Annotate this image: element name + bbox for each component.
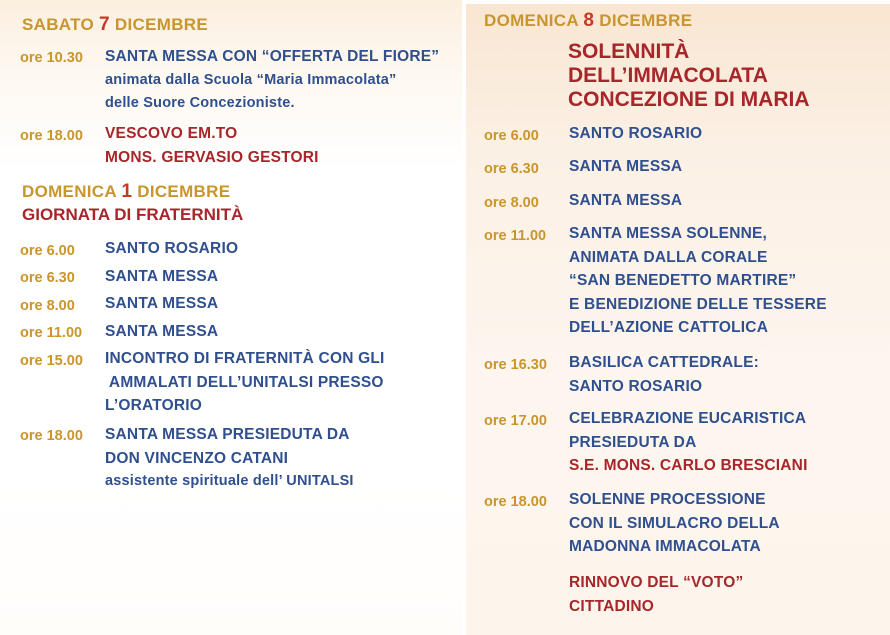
event-line: SANTA MESSA CON “OFFERTA DEL FIORE”	[105, 48, 440, 65]
event-description	[569, 407, 808, 478]
event-time: ore 15.00	[20, 353, 83, 369]
event-description: SANTA MESSA	[105, 268, 219, 285]
event-description: SANTO ROSARIO	[569, 125, 703, 142]
heading-text: DICEMBRE	[132, 182, 231, 201]
day-subtitle: GIORNATA DI FRATERNITÀ	[22, 205, 244, 224]
event-description: SANTA MESSA	[105, 295, 219, 312]
event-time: ore 18.00	[20, 128, 83, 144]
event-description	[569, 222, 827, 340]
domenica-8-heading	[484, 10, 692, 32]
event-time: ore 18.00	[484, 494, 547, 510]
heading-text: DICEMBRE	[594, 11, 693, 30]
event-line: CELEBRAZIONE EUCARISTICA	[569, 410, 807, 427]
solennita-line: CONCEZIONE DI MARIA	[568, 88, 810, 111]
domenica-1-heading	[22, 181, 230, 203]
event-line: L’ORATORIO	[105, 397, 203, 414]
event-time: ore 10.30	[20, 50, 83, 66]
event-time: ore 6.30	[484, 161, 539, 177]
event-line: BASILICA CATTEDRALE:	[569, 354, 759, 371]
event-line: MADONNA IMMACOLATA	[569, 538, 761, 555]
heading-text: SABATO	[22, 15, 100, 34]
event-description	[105, 122, 319, 169]
event-description: SANTO ROSARIO	[105, 240, 239, 257]
event-time: ore 8.00	[484, 195, 539, 211]
event-line: assistente spirituale dell’ UNITALSI	[105, 473, 354, 489]
event-line: “SAN BENEDETTO MARTIRE”	[569, 272, 797, 289]
day-number: 7	[99, 14, 110, 35]
heading-text: DICEMBRE	[109, 15, 208, 34]
heading-text: DOMENICA	[22, 182, 122, 201]
event-description	[569, 351, 759, 398]
event-line: INCONTRO DI FRATERNITÀ CON GLI	[105, 350, 385, 367]
rinnovo-voto	[569, 571, 743, 618]
event-line: SANTO ROSARIO	[569, 377, 703, 395]
event-line: animata dalla Scuola “Maria Immacolata”	[105, 71, 397, 88]
event-description	[105, 45, 439, 116]
event-time: ore 17.00	[484, 413, 547, 429]
event-line: E BENEDIZIONE DELLE TESSERE	[569, 295, 827, 313]
solennita-line: SOLENNITÀ	[568, 40, 690, 63]
event-time: ore 6.00	[20, 243, 75, 259]
event-line: SANTA MESSA PRESIEDUTA DA	[105, 426, 350, 443]
event-time: ore 6.30	[20, 270, 75, 286]
day-number: 1	[121, 181, 133, 202]
event-line: SANTA MESSA SOLENNE,	[569, 225, 768, 242]
event-description: SANTA MESSA	[105, 323, 219, 340]
solennita-line: DELL’IMMACOLATA	[568, 64, 768, 87]
event-line: PRESIEDUTA DA	[569, 433, 697, 451]
event-line: VESCOVO EM.TO	[105, 125, 238, 142]
event-time: ore 11.00	[484, 228, 547, 244]
event-line: S.E. MONS. CARLO BRESCIANI	[569, 457, 808, 474]
event-line: DON VINCENZO CATANI	[105, 449, 289, 467]
event-line: ANIMATA DALLA CORALE	[569, 248, 768, 266]
event-description	[105, 347, 385, 418]
heading-text: DOMENICA	[484, 11, 584, 30]
event-time: ore 18.00	[20, 428, 83, 444]
sabato-heading	[22, 14, 208, 36]
event-line: delle Suore Concezioniste.	[105, 95, 295, 111]
event-description: SANTA MESSA	[569, 192, 683, 209]
solennita-title	[568, 40, 810, 112]
event-time: ore 11.00	[20, 325, 83, 341]
day-number: 8	[583, 10, 595, 31]
event-line: SOLENNE PROCESSIONE	[569, 491, 766, 508]
event-line: DELL’AZIONE CATTOLICA	[569, 319, 769, 336]
event-time: ore 8.00	[20, 298, 75, 314]
event-description: SANTA MESSA	[569, 158, 683, 175]
event-line: AMMALATI DELL’UNITALSI PRESSO	[105, 373, 384, 391]
event-time: ore 16.30	[484, 357, 547, 373]
event-time: ore 6.00	[484, 128, 539, 144]
event-line: MONS. GERVASIO GESTORI	[105, 148, 319, 166]
event-line: CON IL SIMULACRO DELLA	[569, 514, 780, 532]
event-description	[105, 423, 354, 494]
right-column	[466, 4, 890, 635]
rinnovo-line: RINNOVO DEL “VOTO”	[569, 574, 744, 591]
rinnovo-line: CITTADINO	[569, 597, 655, 615]
event-description	[569, 488, 780, 559]
